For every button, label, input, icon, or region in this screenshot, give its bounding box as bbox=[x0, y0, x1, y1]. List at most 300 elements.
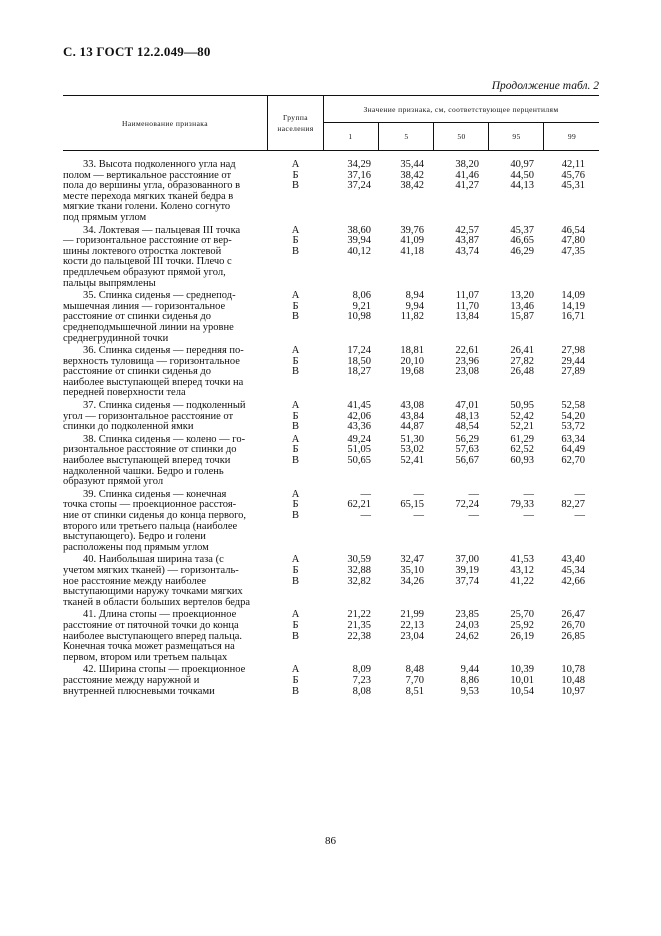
percentile-value: 23,96 bbox=[455, 355, 479, 367]
percentile-value-cell bbox=[545, 610, 585, 642]
percentile-value: 41,18 bbox=[400, 245, 424, 257]
percentile-value: 9,44 bbox=[460, 664, 479, 676]
percentile-value: 41,09 bbox=[400, 235, 424, 247]
percentile-value-cell bbox=[545, 401, 585, 433]
percentile-value: 50,95 bbox=[510, 400, 534, 412]
percentile-value: 39,94 bbox=[347, 235, 371, 247]
population-group: Б bbox=[292, 444, 299, 456]
population-group-cell bbox=[273, 401, 318, 433]
population-group: Б bbox=[292, 674, 299, 686]
percentile-value-cell bbox=[331, 160, 371, 192]
description-line: расстояние от спинки сиденья до bbox=[63, 366, 212, 378]
percentile-value: 51,30 bbox=[400, 433, 424, 445]
percentile-value-cell bbox=[331, 226, 371, 258]
percentile-value: 8,51 bbox=[405, 685, 424, 697]
description-line: расстояние между наружной и bbox=[63, 674, 200, 686]
percentile-value: 52,58 bbox=[561, 400, 585, 412]
description-line: 37. Спинка сиденья — подколенный bbox=[83, 400, 246, 412]
percentile-value: 43,36 bbox=[347, 421, 371, 433]
population-group: Б bbox=[292, 235, 299, 247]
table-row bbox=[63, 291, 599, 344]
description-line: 35. Спинка сиденья — среднепод- bbox=[83, 290, 236, 302]
percentile-value: 27,98 bbox=[561, 345, 585, 357]
percentile-value: 24,03 bbox=[455, 619, 479, 631]
feature-description bbox=[63, 160, 267, 224]
population-group-cell bbox=[273, 555, 318, 587]
percentile-value: 45,37 bbox=[510, 224, 534, 236]
percentile-value: 53,02 bbox=[400, 444, 424, 456]
description-line: Конечная точка может размещаться на bbox=[63, 641, 235, 653]
percentile-value-cell bbox=[331, 555, 371, 587]
population-group-cell bbox=[273, 160, 318, 192]
percentile-value: 57,63 bbox=[455, 444, 479, 456]
percentile-value-cell bbox=[494, 401, 534, 433]
population-group: В bbox=[291, 311, 299, 323]
percentile-value-cell bbox=[331, 490, 371, 522]
percentile-value-cell bbox=[331, 401, 371, 433]
percentile-value: 48,54 bbox=[455, 421, 479, 433]
column-header-values: Значение признака, см, соответствующее перцентилям bbox=[323, 96, 599, 123]
percentile-value: 52,21 bbox=[510, 421, 534, 433]
description-line: среднегрудинной точки bbox=[63, 332, 169, 344]
percentile-value: — bbox=[574, 488, 585, 500]
description-line: наиболее выступающей вперед точки bbox=[63, 455, 231, 467]
percentile-value: 21,99 bbox=[400, 609, 424, 621]
percentile-value-cell bbox=[439, 160, 479, 192]
description-line: тканей в области больших вертелов бедра bbox=[63, 596, 251, 608]
percentile-value: 21,22 bbox=[347, 609, 371, 621]
percentile-value: 10,97 bbox=[561, 685, 585, 697]
table-continuation-label: Продолжение табл. 2 bbox=[491, 80, 599, 92]
percentile-value: 42,57 bbox=[455, 224, 479, 236]
percentile-value-cell bbox=[494, 435, 534, 467]
percentile-value: 47,80 bbox=[561, 235, 585, 247]
table-row bbox=[63, 226, 599, 290]
percentile-value-cell bbox=[384, 435, 424, 467]
percentile-value-cell bbox=[545, 665, 585, 697]
percentile-value: 41,27 bbox=[455, 180, 479, 192]
percentile-value: 22,38 bbox=[347, 630, 371, 642]
percentile-value: 82,27 bbox=[561, 499, 585, 511]
percentile-value: 40,97 bbox=[510, 159, 534, 170]
percentile-value: 61,29 bbox=[510, 433, 534, 445]
description-line: образуют прямой угол bbox=[63, 476, 164, 488]
description-line: угол — горизонтальное расстояние от bbox=[63, 410, 234, 422]
feature-description bbox=[63, 226, 267, 290]
population-group-cell bbox=[273, 435, 318, 467]
description-line: расстояние от пяточной точки до конца bbox=[63, 619, 239, 631]
percentile-value: 26,19 bbox=[510, 630, 534, 642]
percentile-value: 37,74 bbox=[455, 575, 479, 587]
description-line: выступающего). Бедро и голени bbox=[63, 531, 206, 543]
percentile-value: 56,29 bbox=[455, 433, 479, 445]
percentile-value: 40,12 bbox=[347, 245, 371, 257]
percentile-value: 43,87 bbox=[455, 235, 479, 247]
percentile-value: 8,94 bbox=[405, 290, 424, 302]
population-group: А bbox=[291, 224, 300, 236]
percentile-value: 9,21 bbox=[352, 300, 371, 312]
percentile-value: 29,44 bbox=[561, 355, 585, 367]
population-group: А bbox=[291, 609, 300, 621]
description-line: кости до пальцевой III точки. Плечо с bbox=[63, 256, 232, 268]
description-line: наиболее выступающей вперед точки на bbox=[63, 376, 244, 388]
percentile-value: 23,08 bbox=[455, 366, 479, 378]
description-line: полом — вертикальное расстояние от bbox=[63, 169, 232, 181]
percentile-value: — bbox=[468, 488, 479, 500]
percentile-value: 10,98 bbox=[347, 311, 371, 323]
percentile-header: 95 bbox=[488, 123, 544, 150]
percentile-value-cell bbox=[439, 346, 479, 378]
percentile-value: 13,84 bbox=[455, 311, 479, 323]
percentile-value: 7,23 bbox=[352, 674, 371, 686]
table-row bbox=[63, 610, 599, 663]
percentile-value: 16,71 bbox=[561, 311, 585, 323]
percentile-value: 42,06 bbox=[347, 410, 371, 422]
percentile-value: — bbox=[413, 488, 424, 500]
percentile-value: 60,93 bbox=[510, 455, 534, 467]
percentile-value-cell bbox=[494, 490, 534, 522]
percentile-value: — bbox=[360, 510, 371, 521]
percentile-value: 62,70 bbox=[561, 455, 585, 467]
population-group: А bbox=[291, 290, 300, 302]
percentile-value: 23,85 bbox=[455, 609, 479, 621]
percentile-value: — bbox=[574, 510, 585, 521]
description-line: 39. Спинка сиденья — конечная bbox=[83, 488, 227, 500]
percentile-value: 32,47 bbox=[400, 554, 424, 566]
percentile-value: 44,13 bbox=[510, 180, 534, 192]
percentile-value: 44,50 bbox=[510, 169, 534, 181]
population-group: В bbox=[291, 510, 299, 521]
percentile-value: 34,29 bbox=[347, 159, 371, 170]
percentile-header: 50 bbox=[433, 123, 489, 150]
percentile-value-cell bbox=[494, 291, 534, 323]
description-line: 34. Локтевая — пальцевая III точка bbox=[83, 224, 241, 236]
table-body bbox=[63, 160, 599, 699]
percentile-value: 22,61 bbox=[455, 345, 479, 357]
description-line: 40. Наибольшая ширина таза (с bbox=[83, 554, 224, 566]
population-group: В bbox=[291, 575, 299, 587]
percentile-value-cell bbox=[545, 490, 585, 522]
percentile-header: 99 bbox=[543, 123, 600, 150]
percentile-value: 9,94 bbox=[405, 300, 424, 312]
page-number: 86 bbox=[325, 835, 336, 847]
percentile-value-cell bbox=[439, 226, 479, 258]
percentile-value-cell bbox=[331, 346, 371, 378]
description-line: второго или третьего пальца (наиболее bbox=[63, 520, 238, 532]
percentile-value: 48,13 bbox=[455, 410, 479, 422]
percentile-value-cell bbox=[494, 226, 534, 258]
population-group: А bbox=[291, 664, 300, 676]
percentile-value: 63,34 bbox=[561, 433, 585, 445]
description-line: расстояние от спинки сиденья до bbox=[63, 311, 212, 323]
percentile-header: 1 bbox=[348, 132, 353, 141]
percentile-value-cell bbox=[439, 401, 479, 433]
percentile-value-cell bbox=[494, 555, 534, 587]
percentile-value: 14,19 bbox=[561, 300, 585, 312]
percentile-value: 43,08 bbox=[400, 400, 424, 412]
percentile-value: 52,41 bbox=[400, 455, 424, 467]
percentile-header: 5 bbox=[378, 123, 434, 150]
description-line: 42. Ширина стопы — проекционное bbox=[83, 664, 246, 676]
feature-description bbox=[63, 435, 267, 488]
percentile-value-cell bbox=[545, 555, 585, 587]
percentile-value: 19,68 bbox=[400, 366, 424, 378]
percentile-value: 79,33 bbox=[510, 499, 534, 511]
description-line: — горизонтальное расстояние от вер- bbox=[63, 235, 232, 247]
description-line: учетом мягких тканей) — горизонталь- bbox=[63, 564, 239, 576]
percentile-value: 39,76 bbox=[400, 224, 424, 236]
population-group: Б bbox=[292, 300, 299, 312]
population-group: А bbox=[291, 554, 300, 566]
percentile-value: 52,42 bbox=[510, 410, 534, 422]
percentile-value: 18,50 bbox=[347, 355, 371, 367]
percentile-value-cell bbox=[494, 160, 534, 192]
percentile-value-cell bbox=[384, 226, 424, 258]
percentile-value: 25,92 bbox=[510, 619, 534, 631]
percentile-value-cell bbox=[545, 160, 585, 192]
percentile-value: 13,20 bbox=[510, 290, 534, 302]
percentile-value: 43,40 bbox=[561, 554, 585, 566]
table-row bbox=[63, 435, 599, 488]
percentile-value: 11,07 bbox=[455, 290, 479, 302]
percentile-value: 22,13 bbox=[400, 619, 424, 631]
description-line: пола до вершины угла, образованного в bbox=[63, 180, 241, 192]
description-line: верхность туловища — горизонтальное bbox=[63, 355, 240, 367]
percentile-value: 47,35 bbox=[561, 245, 585, 257]
column-header-name: Наименование признака bbox=[122, 118, 208, 128]
description-line: спинки до подколенной ямки bbox=[63, 421, 194, 433]
percentile-value: 44,87 bbox=[400, 421, 424, 433]
percentile-value: 15,87 bbox=[510, 311, 534, 323]
percentile-value: 49,24 bbox=[347, 433, 371, 445]
table-header bbox=[63, 95, 599, 151]
population-group: В bbox=[291, 245, 299, 257]
population-group: Б bbox=[292, 355, 299, 367]
description-line: предплечьем образуют прямой угол, bbox=[63, 266, 226, 278]
percentile-value-cell bbox=[384, 291, 424, 323]
percentile-value: 11,70 bbox=[455, 300, 479, 312]
percentile-value: 50,65 bbox=[347, 455, 371, 467]
feature-description bbox=[63, 346, 267, 399]
percentile-value: 23,04 bbox=[400, 630, 424, 642]
description-line: точка стопы — проекционное расстоя- bbox=[63, 499, 237, 511]
percentile-value: 38,42 bbox=[400, 180, 424, 192]
percentile-value: 8,48 bbox=[405, 664, 424, 676]
percentile-value: 26,41 bbox=[510, 345, 534, 357]
percentile-value: 38,20 bbox=[455, 159, 479, 170]
percentile-value: — bbox=[468, 510, 479, 521]
description-line: 33. Высота подколенного угла над bbox=[83, 159, 236, 170]
percentile-value: 18,27 bbox=[347, 366, 371, 378]
table-row bbox=[63, 555, 599, 608]
percentile-value-cell bbox=[439, 291, 479, 323]
percentile-value: 26,70 bbox=[561, 619, 585, 631]
population-group: Б bbox=[292, 499, 299, 511]
description-line: передней поверхности тела bbox=[63, 387, 186, 399]
population-group: В bbox=[291, 685, 299, 697]
description-line: месте перехода мягких тканей бедра в bbox=[63, 190, 234, 202]
percentile-value-cell bbox=[384, 160, 424, 192]
percentile-value: 41,53 bbox=[510, 554, 534, 566]
table-row bbox=[63, 401, 599, 433]
percentile-value: 38,42 bbox=[400, 169, 424, 181]
percentile-value: 27,82 bbox=[510, 355, 534, 367]
table-row bbox=[63, 346, 599, 399]
feature-description bbox=[63, 665, 267, 697]
percentile-value: 27,89 bbox=[561, 366, 585, 378]
percentile-value-cell bbox=[331, 291, 371, 323]
percentile-value: 39,19 bbox=[455, 564, 479, 576]
percentile-value: 26,48 bbox=[510, 366, 534, 378]
population-group: Б bbox=[292, 410, 299, 422]
percentile-value-cell bbox=[545, 435, 585, 467]
description-line: ние от спинки сиденья до конца первого, bbox=[63, 510, 247, 521]
population-group-cell bbox=[273, 346, 318, 378]
table-row bbox=[63, 490, 599, 554]
description-line: 41. Длина стопы — проекционное bbox=[83, 609, 237, 621]
percentile-value-cell bbox=[439, 490, 479, 522]
population-group-cell bbox=[273, 665, 318, 697]
population-group: Б bbox=[292, 169, 299, 181]
percentile-value: 17,24 bbox=[347, 345, 371, 357]
description-line: 38. Спинка сиденья — колено — го- bbox=[83, 433, 246, 445]
description-line: надколенной чашки. Бедро и голень bbox=[63, 465, 224, 477]
column-header-group: Группа населения bbox=[267, 96, 324, 150]
percentile-value: 7,70 bbox=[405, 674, 424, 686]
percentile-value-cell bbox=[494, 610, 534, 642]
percentile-value: 45,31 bbox=[561, 180, 585, 192]
percentile-value: 13,46 bbox=[510, 300, 534, 312]
percentile-value: 65,15 bbox=[400, 499, 424, 511]
percentile-value-cell bbox=[384, 490, 424, 522]
percentile-value: 41,45 bbox=[347, 400, 371, 412]
percentile-value-cell bbox=[331, 435, 371, 467]
percentile-value: 26,85 bbox=[561, 630, 585, 642]
percentile-value-cell bbox=[331, 610, 371, 642]
population-group: А bbox=[291, 400, 300, 412]
description-line: мышечная линия — горизонтальное bbox=[63, 300, 226, 312]
percentile-value: 38,60 bbox=[347, 224, 371, 236]
percentile-value: — bbox=[523, 510, 534, 521]
feature-description bbox=[63, 555, 267, 608]
percentile-value: 8,08 bbox=[352, 685, 371, 697]
feature-description bbox=[63, 610, 267, 663]
description-line: шины локтевого отростка локтевой bbox=[63, 245, 222, 257]
percentile-value: 8,86 bbox=[460, 674, 479, 686]
percentile-value: 43,12 bbox=[510, 564, 534, 576]
percentile-value: 72,24 bbox=[455, 499, 479, 511]
document-header: С. 13 ГОСТ 12.2.049—80 bbox=[63, 44, 211, 59]
percentile-value: 32,88 bbox=[347, 564, 371, 576]
population-group-cell bbox=[273, 291, 318, 323]
population-group: В bbox=[291, 180, 299, 192]
percentile-value: 41,46 bbox=[455, 169, 479, 181]
percentile-value: 43,84 bbox=[400, 410, 424, 422]
percentile-value-cell bbox=[331, 665, 371, 697]
description-line: мягкие ткани голени. Колено согнуто bbox=[63, 201, 231, 213]
percentile-value: 37,24 bbox=[347, 180, 371, 192]
percentile-value: 42,11 bbox=[561, 159, 585, 170]
percentile-value: 10,48 bbox=[561, 674, 585, 686]
description-line: 36. Спинка сиденья — передняя по- bbox=[83, 345, 244, 357]
percentile-value: 25,70 bbox=[510, 609, 534, 621]
feature-description bbox=[63, 401, 267, 433]
description-line: расположены под прямым углом bbox=[63, 541, 209, 553]
percentile-value-cell bbox=[384, 401, 424, 433]
percentile-value-cell bbox=[494, 346, 534, 378]
population-group: В bbox=[291, 455, 299, 467]
percentile-value: — bbox=[360, 488, 371, 500]
percentile-value: 62,52 bbox=[510, 444, 534, 456]
population-group: А bbox=[291, 433, 300, 445]
percentile-value: 26,47 bbox=[561, 609, 585, 621]
percentile-value-cell bbox=[545, 291, 585, 323]
percentile-value: 10,01 bbox=[510, 674, 534, 686]
table-row bbox=[63, 160, 599, 224]
percentile-value: 14,09 bbox=[561, 290, 585, 302]
population-group: В bbox=[291, 421, 299, 433]
percentile-value: 45,76 bbox=[561, 169, 585, 181]
percentile-value: 51,05 bbox=[347, 444, 371, 456]
percentile-value: 53,72 bbox=[561, 421, 585, 433]
percentile-value-cell bbox=[494, 665, 534, 697]
percentile-value: 30,59 bbox=[347, 554, 371, 566]
percentile-value: 42,66 bbox=[561, 575, 585, 587]
description-line: под прямым углом bbox=[63, 211, 147, 223]
percentile-value: 10,39 bbox=[510, 664, 534, 676]
percentile-value: 46,65 bbox=[510, 235, 534, 247]
percentile-value: 18,81 bbox=[400, 345, 424, 357]
percentile-value: 35,44 bbox=[400, 159, 424, 170]
feature-description bbox=[63, 490, 267, 554]
percentile-value: 21,35 bbox=[347, 619, 371, 631]
percentile-value: 11,82 bbox=[400, 311, 424, 323]
percentile-value-cell bbox=[439, 555, 479, 587]
percentile-value-cell bbox=[439, 435, 479, 467]
percentile-value: 10,54 bbox=[510, 685, 534, 697]
percentile-value: 45,34 bbox=[561, 564, 585, 576]
population-group: В bbox=[291, 630, 299, 642]
description-line: ное расстояние между наиболее bbox=[63, 575, 207, 587]
percentile-value: 56,67 bbox=[455, 455, 479, 467]
percentile-value: 46,54 bbox=[561, 224, 585, 236]
percentile-value-cell bbox=[545, 346, 585, 378]
percentile-value: 46,29 bbox=[510, 245, 534, 257]
description-line: выступающими наружу точками мягких bbox=[63, 586, 243, 598]
population-group-cell bbox=[273, 490, 318, 522]
percentile-value: 20,10 bbox=[400, 355, 424, 367]
percentile-value: 24,62 bbox=[455, 630, 479, 642]
percentile-value-cell bbox=[384, 555, 424, 587]
percentile-value: 32,82 bbox=[347, 575, 371, 587]
population-group: А bbox=[291, 488, 300, 500]
description-line: среднеподмышечной линии на уровне bbox=[63, 321, 234, 333]
percentile-value-cell bbox=[384, 346, 424, 378]
percentile-value-cell bbox=[545, 226, 585, 258]
population-group: А bbox=[291, 345, 300, 357]
percentile-value: — bbox=[413, 510, 424, 521]
percentile-value: 37,00 bbox=[455, 554, 479, 566]
percentile-value: 37,16 bbox=[347, 169, 371, 181]
percentile-value: 10,78 bbox=[561, 664, 585, 676]
percentile-value-cell bbox=[384, 610, 424, 642]
percentile-value: 34,26 bbox=[400, 575, 424, 587]
percentile-value: 8,06 bbox=[352, 290, 371, 302]
percentile-value-cell bbox=[439, 665, 479, 697]
percentile-value-cell bbox=[439, 610, 479, 642]
percentile-value: 54,20 bbox=[561, 410, 585, 422]
feature-description bbox=[63, 291, 267, 344]
